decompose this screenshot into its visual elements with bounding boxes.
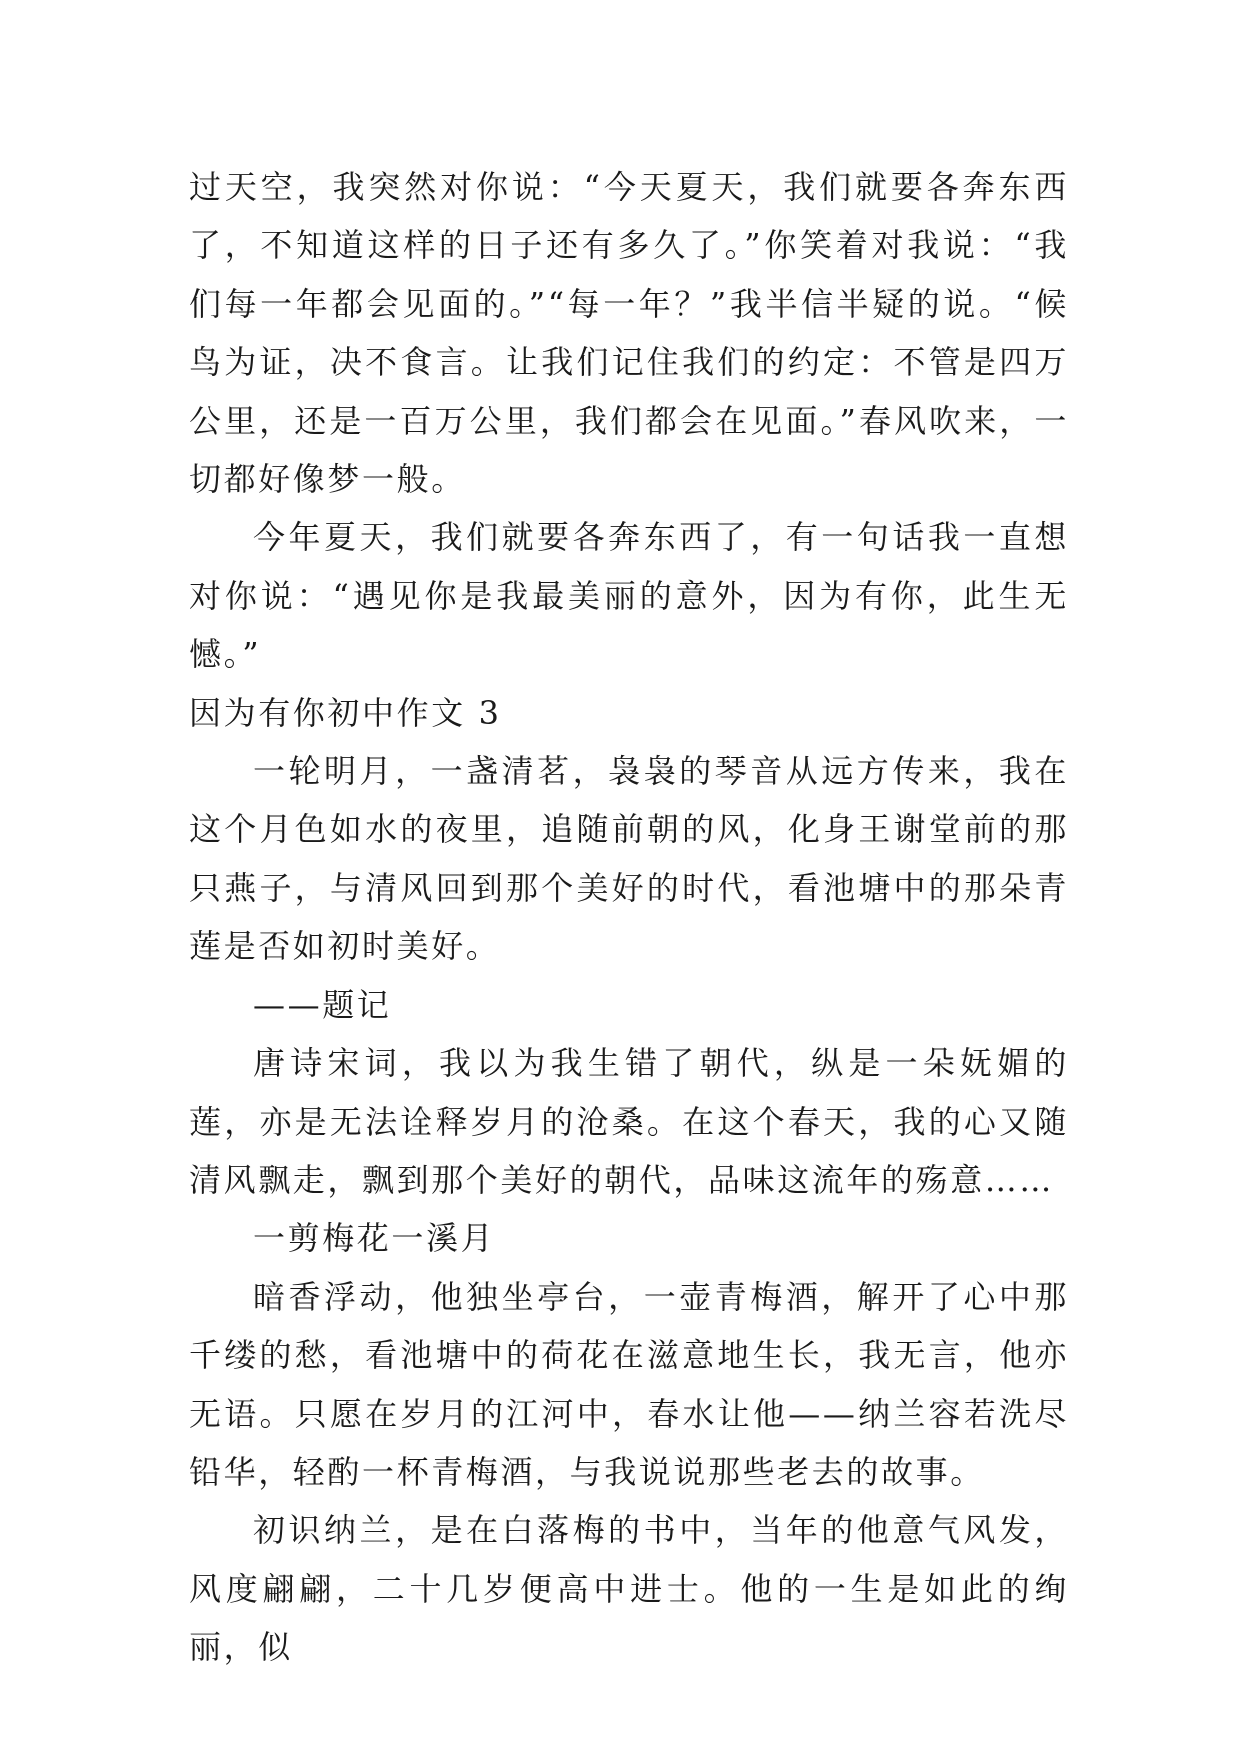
document-body <box>189 158 1069 1677</box>
epigraph-attribution: ——题记 <box>253 985 392 1024</box>
paragraph-2: 今年夏天，我们就要各奔东西了，有一句话我一直想对你说：“遇见你是我最美丽的意外，因为有你，此生无憾。” <box>189 518 1069 674</box>
section-heading: 一剪梅花一溪月 <box>253 1219 496 1258</box>
paragraph-3: 一轮明月，一盏清茗，袅袅的琴音从远方传来，我在这个月色如水的夜里，追随前朝的风，化身王谢堂前的那只燕子，与清风回到那个美好的时代，看池塘中的那朵青莲是否如初时美好。 <box>189 752 1069 966</box>
essay-title: 因为有你初中作文 3 <box>189 693 502 732</box>
paragraph-6: 初识纳兰，是在白落梅的书中，当年的他意气风发，风度翩翩，二十几岁便高中进士。他的一生是如此的绚丽，似 <box>189 1511 1069 1667</box>
paragraph-5: 暗香浮动，他独坐亭台，一壶青梅酒，解开了心中那千缕的愁，看池塘中的荷花在滋意地生长，我无言，他亦无语。只愿在岁月的江河中，春水让他——纳兰容若洗尽铅华，轻酌一杯青梅酒，与我说说那些老去的故事。 <box>189 1277 1069 1491</box>
paragraph-4: 唐诗宋词，我以为我生错了朝代，纵是一朵妩媚的莲，亦是无法诠释岁月的沧桑。在这个春天，我的心又随清风飘走，飘到那个美好的朝代，品味这流年的殇意…… <box>189 1044 1069 1199</box>
paragraph-1: 过天空，我突然对你说：“今天夏天，我们就要各奔东西了，不知道这样的日子还有多久了。”你笑着对我说：“我们每一年都会见面的。”“每一年？”我半信半疑的说。“候鸟为证，决不食言。让我们记住我们的约定：不管是四万公里，还是一百万公里，我们都会在见面。”春风吹来，一切都好像梦一般。 <box>189 168 1069 499</box>
